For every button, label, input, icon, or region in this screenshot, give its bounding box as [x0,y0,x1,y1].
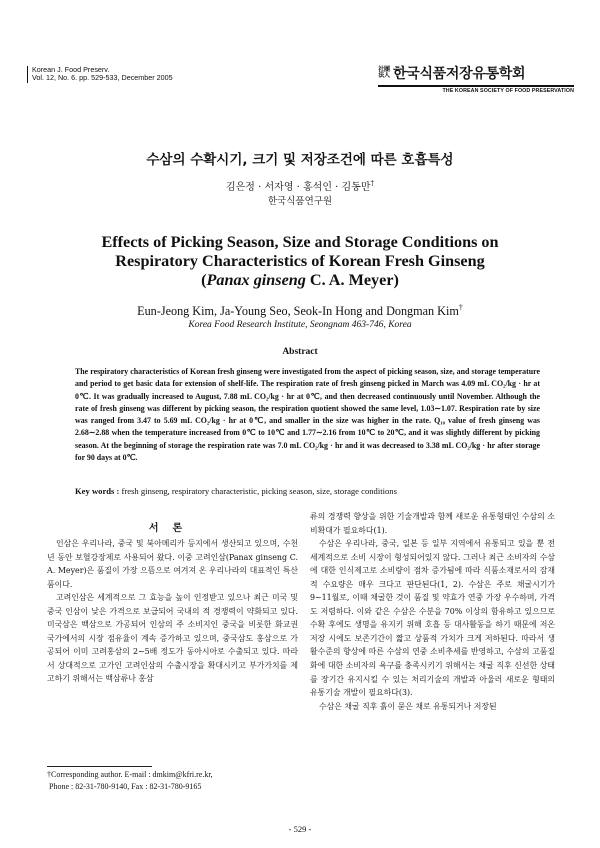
abstract-text: The respiratory characteristics of Korean fresh ginseng were investigated from the aspect of picking season, size, and storage temperature and period to get basic data for extension of shelf-life. The respiration rate of fresh ginseng picked in March was 4.09 mL CO₂/kg · hr at 0℃. It was gradually increased to August, 7.88 mL CO₂/kg · hr at 0℃, and then decreased continuously until November. Although the rate of fresh ginseng was different by picking season, the respiration quotient showed the same level, 1.03∼1.07. Respiration rate by size was ranged from 3.47 to 5.69 mL CO₂/kg · hr at 0℃, and smaller in the size was higher in the rate. Q₁₀ value of fresh ginseng was 2.68∼2.88 when the temperature increased from 0℃ to 10℃ and 1.77∼2.16 from 10℃ to 20℃, and it was slightly different by picking season. At the beginning of storage the respiration rate was 7.0 mL CO₂/kg · hr and it was decreased to 3.38 mL CO₂/kg · hr after storage for 90 days at 0℃. [75,367,540,463]
authors-en [0,303,600,319]
authors-en-names: Eun-Jeong Kim, Ja-Young Seo, Seok-In Hong and Dongman Kim [137,304,459,319]
journal-citation [27,66,173,83]
section-heading-introduction: 서론 [148,523,197,534]
paragraph: 인삼은 우리나라, 중국 및 북아메리카 등지에서 생산되고 있으며, 수천 년 동안 보혈강장제로 사용되어 왔다. 이중 고려인삼(Panax ginseng C. A. Meyer)은 품질이 가장 으뜸으로 여겨져 온 우리나라의 대표적인 특산품이다. [47,539,298,589]
authors-kr [0,178,600,193]
keywords-label: Key words : [75,486,120,496]
authors-kr-mark: † [370,179,375,188]
affiliation-kr: 한국식품연구원 [267,196,333,207]
footnote-line1: †Corresponding author. E-mail : dmkim@kfri.re.kr, [47,770,213,779]
title-en-authority: C. A. Meyer) [305,271,399,289]
society-rule [378,85,574,87]
title-en-line2: Respiratory Characteristics of Korean Fresh Ginseng [115,252,485,270]
society-small-text: 社團法人 [378,66,390,79]
footnote [47,769,213,793]
authors-kr-names: 김은정 · 서자영 · 홍석인 · 김동만 [225,182,371,193]
affiliation-en: Korea Food Research Institute, Seongnam 463-746, Korea [188,320,412,330]
title-en-line1: Effects of Picking Season, Size and Storage Conditions on [101,233,499,251]
paragraph: 수삼은 채굴 직후 흙이 묻은 채로 유통되거나 저장된 [319,701,497,711]
society-name-kr: 한국식품저장유통학회 [393,66,526,82]
title-en-paren: ( [201,271,207,289]
society-logo [378,63,574,94]
journal-volume: Vol. 12, No. 6. pp. 529-533, December 2005 [32,73,173,83]
society-name-en: THE KOREAN SOCIETY OF FOOD PRESERVATION [442,88,574,94]
title-kr: 수삼의 수확시기, 크기 및 저장조건에 따른 호흡특성 [146,152,454,168]
authors-en-mark: † [458,303,463,312]
keywords-text: fresh ginseng, respiratory characteristic, picking season, size, storage conditions [119,486,397,496]
abstract-heading: Abstract [282,347,318,357]
left-column [47,537,298,686]
page-number: - 529 - [288,824,312,834]
paragraph: 고려인삼은 세계적으로 그 효능을 높이 인정받고 있으나 최근 미국 및 중국 인삼이 낮은 가격으로 보급되어 국내의 적 경쟁력이 약화되고 있다. 미국삼은 백삼으로 가공되어 인삼의 주 소비지인 중국을 비롯한 화교권 국가에서의 시장 점유율이 계속 증가하고 있으며, 중국삼도 홍삼으로 가공되어 이미 고려홍삼의 2∼5배 정도가 동아시아로 수출되고 있다. 따라서 상대적으로 고가인 고려인삼의 수출시장을 확대시키고 부가가치를 제고하기 위해서는 백삼류나 홍삼 [47,593,298,684]
title-en-species: Panax ginseng [206,271,306,289]
keywords [75,486,540,496]
footnote-line2: Phone : 82-31-780-9140, Fax : 82-31-780-9165 [49,782,202,791]
footnote-rule [47,766,152,767]
title-en [0,233,600,290]
journal-name: Korean J. Food Preserv. [32,65,110,74]
title-en-line3 [0,271,600,290]
paragraph: 수삼은 우리나라, 중국, 일본 등 일부 지역에서 유통되고 있을 뿐 전 세계적으로 소비 시장이 형성되어있지 않다. 그러나 최근 소비자의 수삼에 대한 인식제고로 소비량이 점차 증가됨에 따라 식품소재로서의 잠재적 수요량은 매우 크다고 판단된다(1, 2). 수삼은 주로 채굴시기가 9∼11월로, 이때 채굴한 것이 품질 및 약효가 연중 가장 우수하며, 가격도 저렴하다. 이와 같은 수삼은 수분을 70% 이상의 함유하고 있으므로 수확 후에도 생명을 유지키 위해 호흡 등 대사활동을 하기 때문에 저온 저장 시에도 보존기간이 짧고 상품적 가치가 크게 저하된다. 따라서 생활수준의 향상에 따른 수삼의 연중 소비추세를 반영하고, 수삼의 고품질화에 대한 소비자의 욕구를 충족시키기 위해서는 채굴 직후 신선한 상태를 장기간 유지시킬 수 있는 처리기술의 개발과 아울러 새로운 형태의 유통기술 개발이 필요하다(3). [310,539,555,698]
paragraph: 류의 경쟁력 향상을 위한 기술개발과 함께 새로운 유통형태인 수삼의 소비확대가 필요하다(1). [310,512,555,535]
right-column [310,510,555,713]
